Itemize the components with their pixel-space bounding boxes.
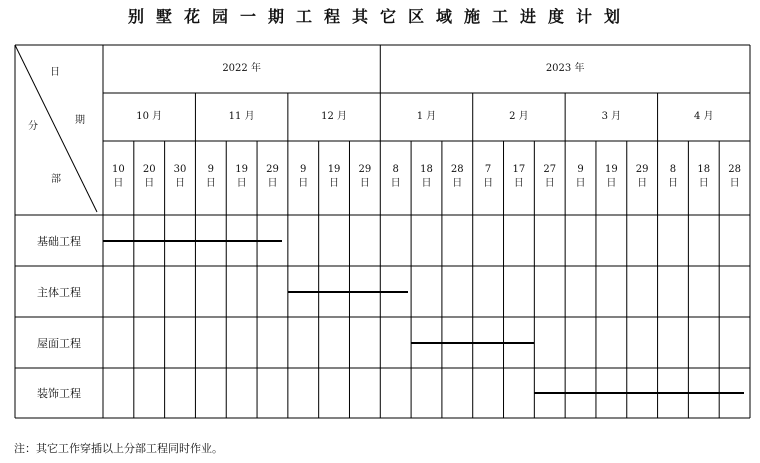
schedule-bar (288, 291, 408, 293)
day-unit: 日 (205, 178, 216, 189)
day-number: 9 (207, 164, 214, 175)
month-label: 12 月 (321, 111, 347, 122)
day-number: 19 (235, 164, 248, 175)
corner-label-fen: 分 (28, 121, 38, 132)
day-number: 28 (728, 164, 741, 175)
day-unit: 日 (729, 178, 740, 189)
day-unit: 日 (236, 178, 247, 189)
day-unit: 日 (637, 178, 648, 189)
year-label: 2023 年 (545, 63, 585, 74)
day-unit: 日 (483, 178, 494, 189)
schedule-bar (534, 392, 744, 394)
day-unit: 日 (698, 178, 709, 189)
footnote: 注：其它工作穿插以上分部工程同时作业。 (14, 442, 223, 455)
day-unit: 日 (113, 178, 124, 189)
row-label: 基础工程 (37, 234, 81, 248)
day-unit: 日 (175, 178, 185, 189)
day-number: 29 (358, 164, 372, 175)
day-unit: 日 (359, 178, 370, 189)
day-number: 18 (420, 164, 433, 175)
day-number: 9 (577, 164, 584, 175)
day-number: 20 (142, 164, 156, 175)
day-unit: 日 (144, 178, 155, 189)
corner-label-qi: 期 (75, 115, 85, 126)
day-number: 29 (635, 164, 649, 175)
year-label: 2022 年 (222, 63, 261, 74)
day-number: 9 (300, 164, 307, 175)
corner-label-day: 日 (50, 67, 60, 78)
day-unit: 日 (667, 178, 678, 189)
month-label: 3 月 (601, 111, 622, 122)
month-label: 2 月 (509, 111, 529, 122)
schedule-bar (411, 342, 534, 344)
day-number: 7 (484, 164, 492, 175)
page-title: 别墅花园一期工程其它区域施工进度计划 (127, 7, 632, 26)
day-number: 19 (604, 164, 618, 175)
day-number: 27 (543, 164, 557, 175)
day-unit: 日 (390, 178, 401, 189)
day-unit: 日 (544, 178, 555, 189)
month-label: 1 月 (416, 111, 437, 122)
day-unit: 日 (421, 178, 432, 189)
day-number: 8 (669, 164, 677, 175)
month-label: 10 月 (136, 111, 163, 122)
day-number: 28 (450, 164, 464, 175)
day-unit: 日 (575, 178, 586, 189)
day-unit: 日 (298, 178, 309, 189)
day-unit: 日 (267, 178, 278, 189)
day-unit: 日 (329, 178, 340, 189)
day-number: 30 (173, 164, 187, 175)
row-label: 屋面工程 (37, 336, 81, 350)
schedule-bar (103, 240, 282, 242)
day-unit: 日 (452, 178, 463, 189)
month-label: 11 月 (228, 111, 255, 122)
day-number: 8 (392, 164, 399, 175)
day-number: 17 (512, 164, 526, 175)
day-unit: 日 (606, 178, 617, 189)
month-label: 4 月 (694, 111, 714, 122)
day-unit: 日 (513, 178, 524, 189)
corner-label-bu: 部 (51, 174, 61, 185)
row-label: 主体工程 (37, 285, 81, 299)
day-number: 19 (327, 164, 341, 175)
day-number: 18 (697, 164, 711, 175)
day-number: 10 (112, 164, 125, 175)
day-number: 29 (266, 164, 279, 175)
row-label: 装饰工程 (37, 387, 81, 400)
